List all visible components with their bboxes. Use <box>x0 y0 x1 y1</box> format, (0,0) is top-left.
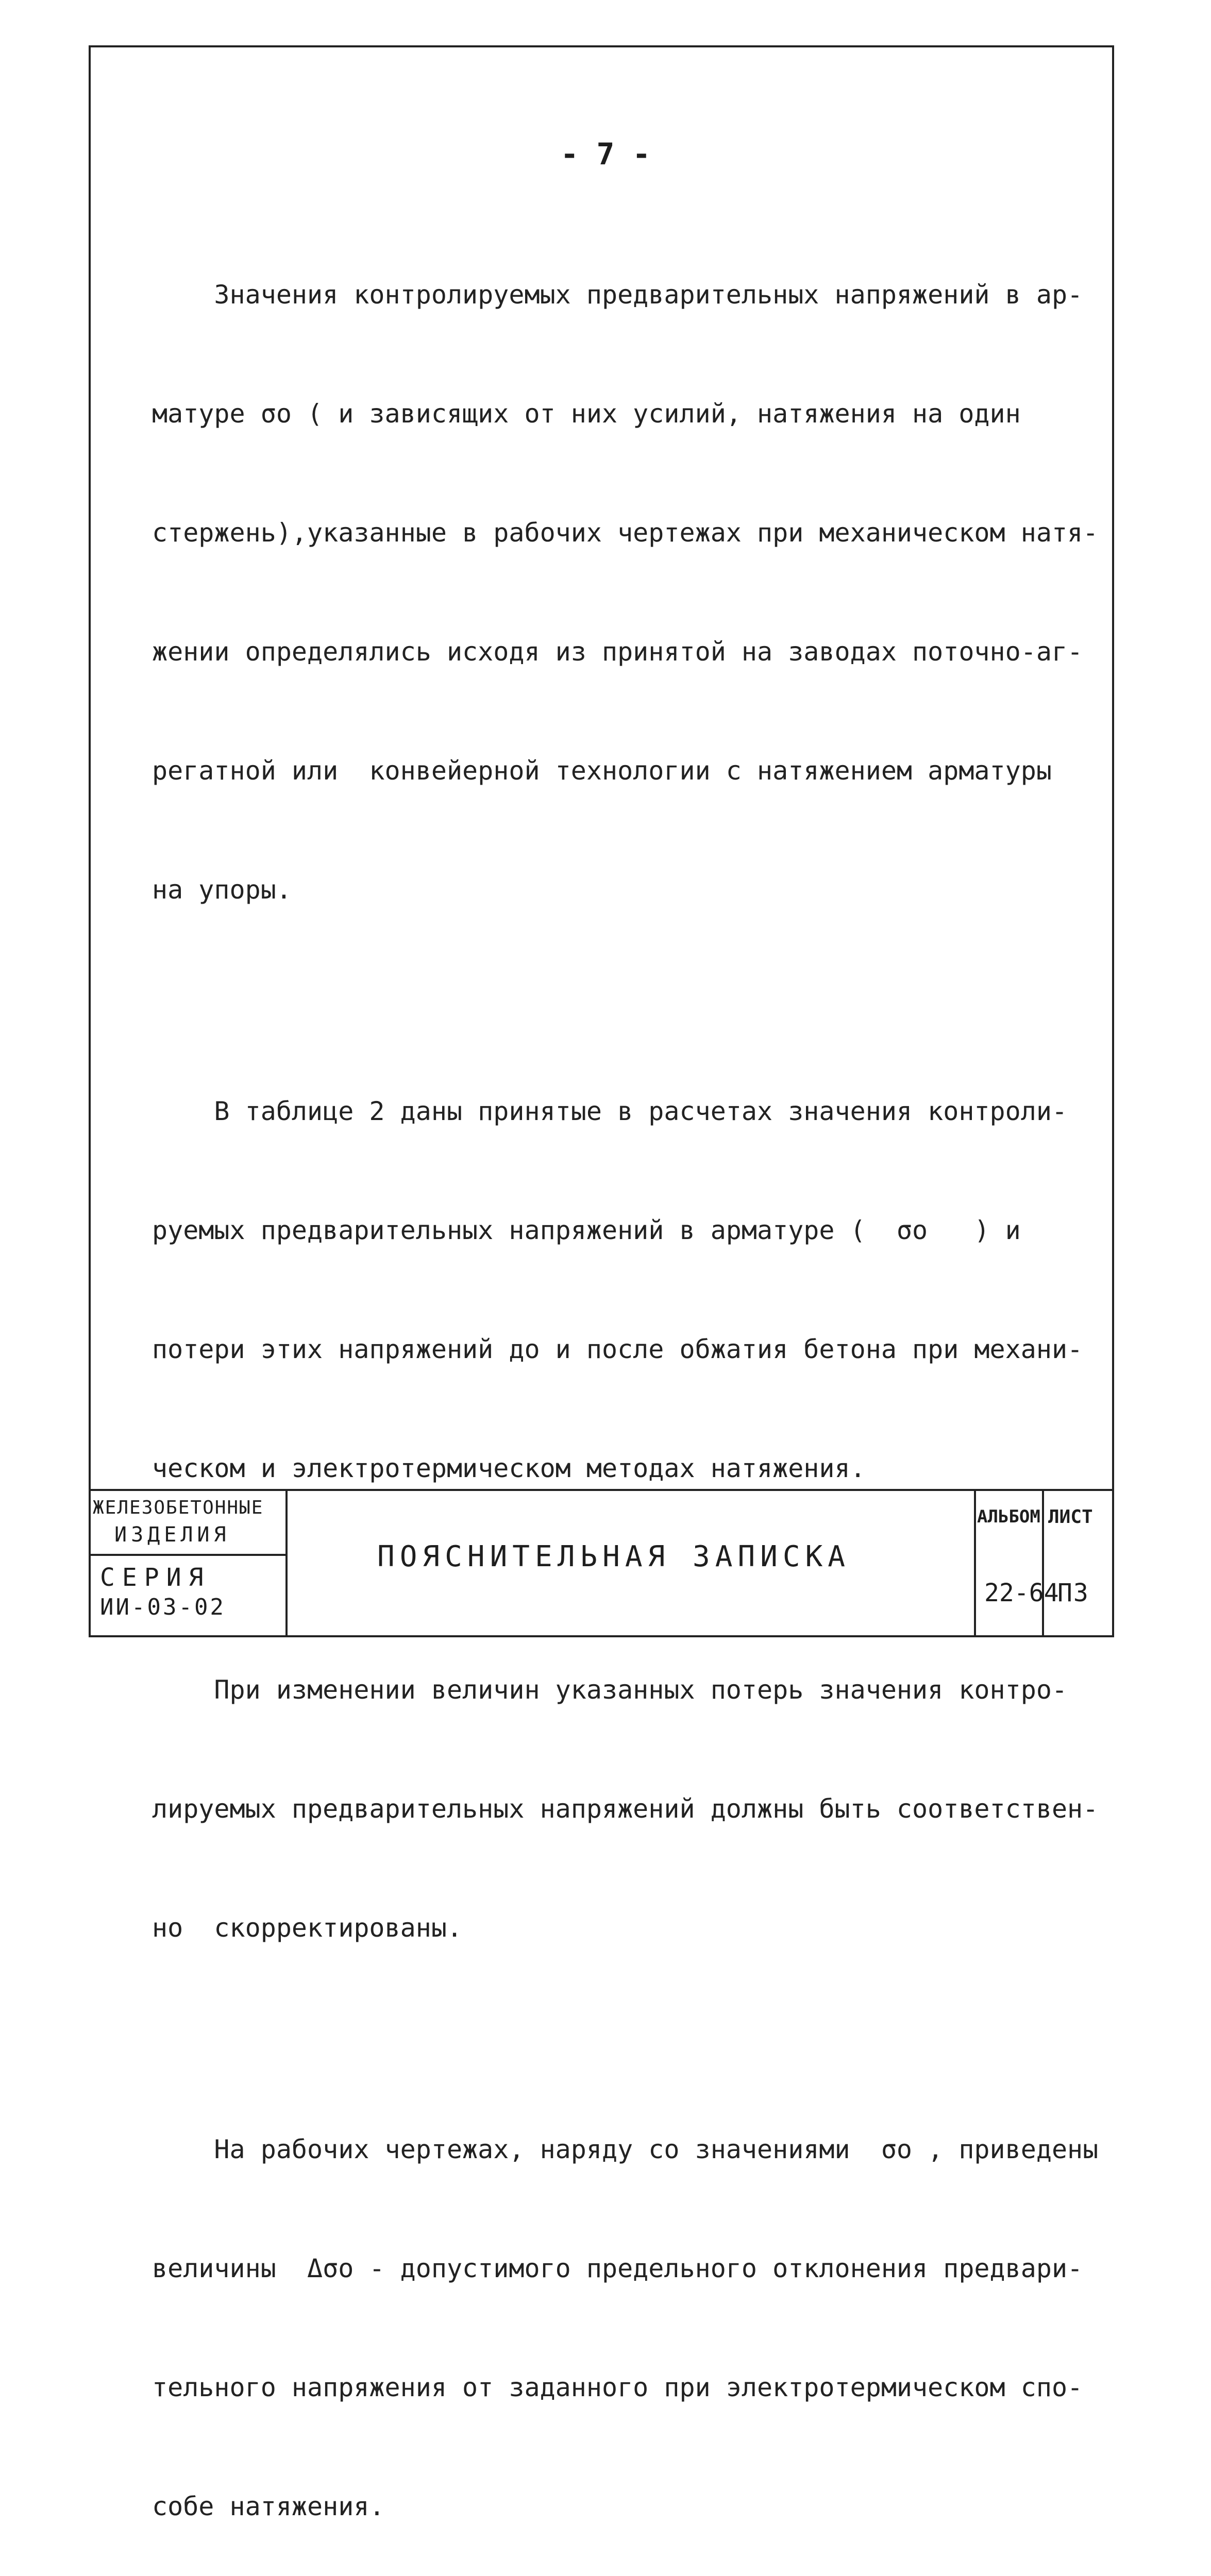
paragraph-2 <box>152 1012 1095 1568</box>
text-line: ческом и электротермическом методах натяжения. <box>152 1453 866 1483</box>
text-line: жении определялись исходя из принятой на заводах поточно-аг- <box>152 637 1083 667</box>
paragraph-4 <box>152 2050 1099 2576</box>
text-line: Значения контролируемых предварительных напряжений в ар- <box>152 280 1083 310</box>
album-label: АЛЬБОМ <box>977 1506 1040 1527</box>
sheet-label: ЛИСТ <box>1048 1506 1093 1528</box>
album-value: 22-64 <box>984 1579 1059 1607</box>
text-line: тельного напряжения от заданного при электротермическом спо- <box>152 2372 1083 2402</box>
document-title: ПОЯСНИТЕЛЬНАЯ ЗАПИСКА <box>377 1540 851 1573</box>
page-number: - 7 - <box>560 137 651 172</box>
text-line: лируемых предварительных напряжений должны быть соответствен- <box>152 1794 1099 1824</box>
paragraph-3 <box>152 1591 1099 2027</box>
text-line: величины Δσo - допустимого предельного отклонения предвари- <box>152 2253 1083 2283</box>
text-line: На рабочих чертежах, наряду со значениями σo , приведены <box>152 2134 1099 2164</box>
text-line: В таблице 2 даны принятые в расчетах значения контроли- <box>152 1096 1068 1126</box>
product-type-line2: ИЗДЕЛИЯ <box>114 1523 230 1547</box>
text-line: но скорректированы. <box>152 1913 463 1943</box>
series-value: ИИ-03-02 <box>100 1594 226 1620</box>
text-line: потери этих напряжений до и после обжатия бетона при механи- <box>152 1334 1083 1364</box>
title-block-row-line <box>89 1554 287 1556</box>
body-text <box>152 196 1099 2576</box>
paragraph-1 <box>152 196 1099 989</box>
title-block-divider <box>1042 1491 1044 1637</box>
series-label: СЕРИЯ <box>100 1563 211 1592</box>
text-line: При изменении величин указанных потерь значения контро- <box>152 1675 1068 1705</box>
text-line: матуре σo ( и зависящих от них усилий, натяжения на один <box>152 399 1021 429</box>
text-line: регатной или конвейерной технологии с натяжением арматуры <box>152 756 1052 786</box>
sheet-value: П3 <box>1057 1579 1089 1607</box>
text-line: руемых предварительных напряжений в арматуре ( σo ) и <box>152 1215 1021 1245</box>
product-type-line1: ЖЕЛЕЗОБЕТОННЫЕ <box>93 1497 264 1518</box>
text-line: на упоры. <box>152 875 292 905</box>
title-block <box>89 1489 1114 1637</box>
title-block-divider <box>285 1491 288 1637</box>
title-block-divider <box>974 1491 976 1637</box>
text-line: собе натяжения. <box>152 2492 385 2521</box>
text-line: стержень),указанные в рабочих чертежах при механическом натя- <box>152 518 1099 548</box>
